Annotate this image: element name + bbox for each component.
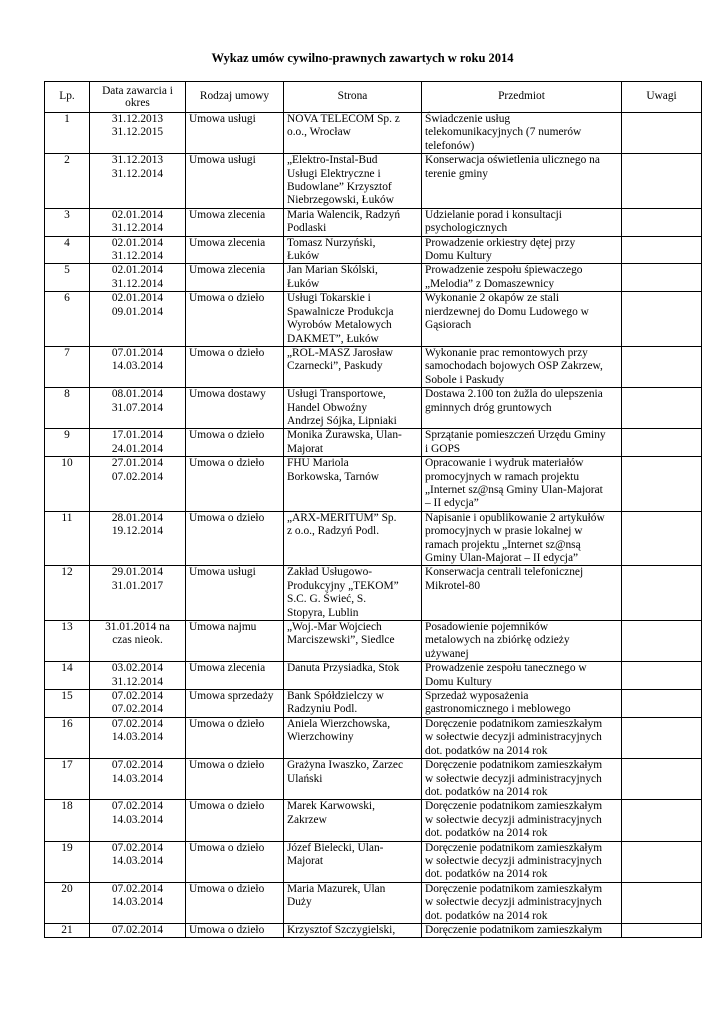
cell-subject <box>422 236 622 264</box>
cell-line: w sołectwie decyzji administracyjnych <box>425 731 602 744</box>
cell-line: 31.01.2017 <box>111 579 164 592</box>
cell-type: Umowa zlecenia <box>186 236 284 264</box>
cell-party <box>284 882 422 923</box>
cell-remarks <box>622 113 702 154</box>
cell-type: Umowa o dzieło <box>186 346 284 387</box>
cell-date <box>90 566 186 621</box>
cell-line: z o.o., Radzyń Podl. <box>287 525 380 538</box>
cell-line: Andrzej Sójka, Lipniaki <box>287 414 397 427</box>
cell-date <box>90 841 186 882</box>
cell-party <box>284 457 422 512</box>
cell-party <box>284 759 422 800</box>
table-body <box>45 113 702 938</box>
cell-remarks <box>622 759 702 800</box>
cell-line: Doręczenie podatnikom zamieszkałym <box>425 923 603 936</box>
cell-line: dot. podatków na 2014 rok <box>425 744 548 757</box>
cell-line: Krzysztof Szczygielski, <box>287 923 396 936</box>
cell-line: Wierzchowiny <box>287 731 354 744</box>
cell-line: Majorat <box>287 854 324 867</box>
cell-date <box>90 236 186 264</box>
cell-lp: 15 <box>45 690 90 718</box>
cell-line: Usługi Transportowe, <box>287 388 386 401</box>
cell-line: Maria Mazurek, Ulan <box>287 882 386 895</box>
cell-party <box>284 923 422 937</box>
cell-line: Produkcyjny „TEKOM” <box>287 579 399 592</box>
cell-date <box>90 882 186 923</box>
cell-lp: 12 <box>45 566 90 621</box>
table-row <box>45 759 702 800</box>
cell-line: 08.01.2014 <box>111 388 164 401</box>
cell-date <box>90 759 186 800</box>
page-title: Wykaz umów cywilno-prawnych zawartych w roku 2014 <box>211 51 514 65</box>
cell-remarks <box>622 662 702 690</box>
cell-line: 14.03.2014 <box>111 772 164 785</box>
cell-line: Domu Kultury <box>425 250 492 263</box>
cell-line: Wykonanie prac remontowych przy <box>425 346 588 359</box>
cell-remarks <box>622 346 702 387</box>
cell-subject <box>422 457 622 512</box>
cell-line: Opracowanie i wydruk materiałów <box>425 457 584 470</box>
cell-line: Usługi Tokarskie i <box>287 292 371 305</box>
cell-line: dot. podatków na 2014 rok <box>425 868 548 881</box>
cell-party <box>284 566 422 621</box>
table-row <box>45 236 702 264</box>
cell-lp: 10 <box>45 457 90 512</box>
cell-line: 07.02.2014 <box>111 841 164 854</box>
cell-type: Umowa o dzieło <box>186 292 284 347</box>
cell-line: Świadczenie usług <box>425 113 511 125</box>
cell-party <box>284 841 422 882</box>
cell-subject <box>422 841 622 882</box>
cell-line: Prowadzenie zespołu tanecznego w <box>425 662 587 675</box>
cell-line: Udzielanie porad i konsultacji <box>425 208 562 221</box>
cell-date <box>90 717 186 758</box>
cell-line: telekomunikacyjnych (7 numerów <box>425 126 582 139</box>
cell-line: Posadowienie pojemników <box>425 621 549 634</box>
cell-party <box>284 800 422 841</box>
cell-line: Napisanie i opublikowanie 2 artykułów <box>425 511 605 524</box>
table-row <box>45 882 702 923</box>
cell-lp: 4 <box>45 236 90 264</box>
cell-type: Umowa najmu <box>186 621 284 662</box>
cell-subject <box>422 154 622 209</box>
cell-line: S.C. G. Świeć, S. <box>287 593 367 606</box>
cell-subject <box>422 113 622 154</box>
cell-subject <box>422 566 622 621</box>
cell-party <box>284 511 422 566</box>
cell-line: Dostawa 2.100 ton żužla do ulepszenia <box>425 388 603 401</box>
cell-line: 07.01.2014 <box>111 346 164 359</box>
cell-line: o.o., Wrocław <box>287 126 351 139</box>
cell-line: Ulański <box>287 772 323 785</box>
table-row <box>45 388 702 429</box>
cell-subject <box>422 882 622 923</box>
cell-line: 02.01.2014 <box>111 264 164 277</box>
cell-party <box>284 690 422 718</box>
cell-lp: 9 <box>45 429 90 457</box>
cell-line: w sołectwie decyzji administracyjnych <box>425 896 602 909</box>
cell-line: ramach projektu „Internet sz@nsą <box>425 538 581 551</box>
cell-lp: 1 <box>45 113 90 154</box>
cell-line: „Woj.-Mar Wojciech <box>287 621 382 634</box>
cell-line: Marciszewski”, Siedlce <box>287 634 395 647</box>
cell-subject <box>422 621 622 662</box>
cell-date <box>90 208 186 236</box>
cell-date <box>90 800 186 841</box>
cell-lp: 16 <box>45 717 90 758</box>
cell-date <box>90 388 186 429</box>
cell-subject <box>422 292 622 347</box>
cell-line: 14.03.2014 <box>111 813 164 826</box>
cell-remarks <box>622 154 702 209</box>
cell-line: Józef Bielecki, Ulan- <box>287 841 384 854</box>
cell-line: Konserwacja centrali telefonicznej <box>425 566 584 579</box>
cell-type: Umowa usługi <box>186 154 284 209</box>
cell-line: 31.12.2014 <box>111 675 164 688</box>
cell-line: 07.02.2014 <box>111 690 164 703</box>
cell-line: Spawalnicze Produkcja <box>287 305 394 318</box>
cell-remarks <box>622 388 702 429</box>
cell-line: Niebrzegowski, Łuków <box>287 194 394 207</box>
table-row <box>45 690 702 718</box>
cell-line: 14.03.2014 <box>111 360 164 373</box>
cell-party <box>284 236 422 264</box>
cell-subject <box>422 208 622 236</box>
cell-line: Danuta Przysiadka, Stok <box>287 662 400 675</box>
cell-date <box>90 346 186 387</box>
cell-line: Duży <box>287 896 312 909</box>
cell-type: Umowa o dzieło <box>186 882 284 923</box>
cell-line: Stopyra, Lublin <box>287 606 359 619</box>
cell-subject <box>422 511 622 566</box>
cell-line: terenie gminy <box>425 167 488 180</box>
cell-line: Łuków <box>287 250 320 263</box>
cell-date <box>90 511 186 566</box>
cell-line: 14.03.2014 <box>111 731 164 744</box>
cell-type: Umowa o dzieło <box>186 841 284 882</box>
cell-party <box>284 113 422 154</box>
cell-date <box>90 154 186 209</box>
cell-line: Łuków <box>287 277 320 290</box>
cell-line: 07.02.2014 <box>111 470 164 483</box>
cell-remarks <box>622 511 702 566</box>
cell-remarks <box>622 429 702 457</box>
cell-party <box>284 388 422 429</box>
header-subject: Przedmiot <box>422 82 622 113</box>
contracts-table <box>44 81 702 938</box>
cell-type: Umowa o dzieło <box>186 800 284 841</box>
cell-party <box>284 346 422 387</box>
cell-line: Zakrzew <box>287 813 327 826</box>
cell-date <box>90 923 186 937</box>
cell-line: Aniela Wierzchowska, <box>287 717 391 730</box>
cell-line: 14.03.2014 <box>111 854 164 867</box>
header-date: Data zawarcia i okres <box>90 82 186 113</box>
cell-line: używanej <box>425 647 469 660</box>
cell-line: i GOPS <box>425 442 461 455</box>
cell-line: Zakład Usługowo- <box>287 566 373 579</box>
cell-lp: 21 <box>45 923 90 937</box>
cell-line: Doręczenie podatnikom zamieszkałym <box>425 800 603 813</box>
cell-line: Doręczenie podatnikom zamieszkałym <box>425 759 603 772</box>
cell-remarks <box>622 621 702 662</box>
cell-line: 07.02.2014 <box>111 759 164 772</box>
cell-line: samochodach bojowych OSP Zakrzew, <box>425 360 603 373</box>
cell-party <box>284 662 422 690</box>
cell-party <box>284 264 422 292</box>
cell-line: gminnych dróg gruntowych <box>425 401 552 414</box>
cell-type: Umowa o dzieło <box>186 923 284 937</box>
cell-line: Majorat <box>287 442 324 455</box>
cell-line: 31.12.2014 <box>111 167 164 180</box>
table-row <box>45 621 702 662</box>
table-row <box>45 923 702 937</box>
cell-lp: 7 <box>45 346 90 387</box>
cell-subject <box>422 346 622 387</box>
cell-line: „Internet sz@nsą Gminy Ulan-Majorat <box>425 483 603 496</box>
cell-line: Doręczenie podatnikom zamieszkałym <box>425 841 603 854</box>
cell-line: „ARX-MERITUM” Sp. <box>287 511 397 524</box>
cell-line: 28.01.2014 <box>111 511 164 524</box>
cell-line: Doręczenie podatnikom zamieszkałym <box>425 882 603 895</box>
cell-line: 31.12.2014 <box>111 222 164 235</box>
cell-line: FHU Mariola <box>287 457 349 470</box>
cell-type: Umowa o dzieło <box>186 457 284 512</box>
cell-date <box>90 292 186 347</box>
cell-line: DAKMET”, Łuków <box>287 332 379 345</box>
cell-lp: 19 <box>45 841 90 882</box>
cell-subject <box>422 923 622 937</box>
cell-date <box>90 113 186 154</box>
cell-line: Doręczenie podatnikom zamieszkałym <box>425 717 603 730</box>
cell-date <box>90 621 186 662</box>
cell-lp: 17 <box>45 759 90 800</box>
cell-line: Marek Karwowski, <box>287 800 375 813</box>
cell-line: 17.01.2014 <box>111 429 164 442</box>
cell-remarks <box>622 717 702 758</box>
cell-line: 29.01.2014 <box>111 566 164 579</box>
cell-line: Prowadzenie zespołu śpiewaczego <box>425 264 583 277</box>
cell-line: Monika Żurawska, Ulan- <box>287 429 402 442</box>
cell-line: 09.01.2014 <box>111 305 164 318</box>
cell-line: nierdzewnej do Domu Ludowego w <box>425 305 589 318</box>
cell-line: Prowadzenie orkiestry dętej przy <box>425 236 576 249</box>
cell-date <box>90 690 186 718</box>
cell-line: 02.01.2014 <box>111 292 164 305</box>
header-type: Rodzaj umowy <box>186 82 284 113</box>
cell-line: Grażyna Iwaszko, Zarzec <box>287 759 404 772</box>
cell-remarks <box>622 264 702 292</box>
cell-date <box>90 429 186 457</box>
cell-line: Domu Kultury <box>425 675 492 688</box>
cell-line: 03.02.2014 <box>111 662 164 675</box>
cell-type: Umowa o dzieło <box>186 759 284 800</box>
cell-line: metalowych na zbiórkę odzieży <box>425 634 570 647</box>
cell-party <box>284 621 422 662</box>
cell-lp: 18 <box>45 800 90 841</box>
cell-line: 31.12.2015 <box>111 126 164 139</box>
cell-date <box>90 457 186 512</box>
cell-remarks <box>622 841 702 882</box>
table-row <box>45 717 702 758</box>
cell-line: 31.12.2013 <box>111 154 164 167</box>
cell-lp: 3 <box>45 208 90 236</box>
cell-line: Podlaski <box>287 222 327 235</box>
table-row <box>45 662 702 690</box>
cell-type: Umowa o dzieło <box>186 511 284 566</box>
cell-lp: 8 <box>45 388 90 429</box>
cell-line: 07.02.2014 <box>111 882 164 895</box>
cell-party <box>284 208 422 236</box>
cell-line: Czarnecki”, Paskudy <box>287 360 383 373</box>
cell-line: Mikrotel-80 <box>425 579 481 592</box>
cell-subject <box>422 264 622 292</box>
cell-type: Umowa usługi <box>186 566 284 621</box>
cell-line: Usługi Elektryczne i <box>287 167 381 180</box>
cell-line: dot. podatków na 2014 rok <box>425 827 548 840</box>
cell-subject <box>422 429 622 457</box>
cell-subject <box>422 800 622 841</box>
table-row <box>45 429 702 457</box>
cell-line: Wyrobów Metalowych <box>287 319 392 332</box>
cell-lp: 14 <box>45 662 90 690</box>
cell-remarks <box>622 457 702 512</box>
table-row <box>45 800 702 841</box>
cell-line: Gminy Ulan-Majorat – II edycja” <box>425 552 579 564</box>
cell-subject <box>422 388 622 429</box>
cell-party <box>284 717 422 758</box>
cell-line: 31.01.2014 na <box>105 621 170 634</box>
cell-line: 31.07.2014 <box>111 401 164 414</box>
table-row <box>45 457 702 512</box>
cell-line: 31.12.2014 <box>111 250 164 263</box>
cell-line: 19.12.2014 <box>111 525 164 538</box>
cell-type: Umowa o dzieło <box>186 429 284 457</box>
cell-line: w sołectwie decyzji administracyjnych <box>425 772 602 785</box>
cell-line: promocyjnych w prasie lokalnej w <box>425 525 583 538</box>
cell-line: 14.03.2014 <box>111 896 164 909</box>
cell-date <box>90 264 186 292</box>
cell-line: Handel Obwoźny <box>287 401 368 414</box>
cell-line: 07.02.2014 <box>111 923 164 936</box>
cell-subject <box>422 690 622 718</box>
cell-type: Umowa zlecenia <box>186 264 284 292</box>
cell-subject <box>422 759 622 800</box>
table-row <box>45 566 702 621</box>
cell-remarks <box>622 236 702 264</box>
cell-line: Tomasz Nurzyński, <box>287 236 376 249</box>
cell-type: Umowa dostawy <box>186 388 284 429</box>
cell-lp: 20 <box>45 882 90 923</box>
cell-line: czas nieok. <box>112 634 163 647</box>
cell-remarks <box>622 923 702 937</box>
table-row <box>45 511 702 566</box>
cell-party <box>284 292 422 347</box>
cell-line: 07.02.2014 <box>111 703 164 716</box>
cell-lp: 2 <box>45 154 90 209</box>
cell-line: gastronomicznego i meblowego <box>425 703 571 716</box>
cell-line: Sprzątanie pomieszczeń Urzędu Gminy <box>425 429 606 442</box>
cell-subject <box>422 662 622 690</box>
table-row <box>45 264 702 292</box>
cell-line: 02.01.2014 <box>111 236 164 249</box>
cell-line: Budowlane” Krzysztof <box>287 181 392 194</box>
cell-line: 24.01.2014 <box>111 442 164 455</box>
cell-remarks <box>622 882 702 923</box>
cell-line: Wykonanie 2 okapów ze stali <box>425 292 560 305</box>
cell-line: promocyjnych w ramach projektu <box>425 470 580 483</box>
cell-line: Sprzedaż wyposażenia <box>425 690 529 703</box>
cell-line: Bank Spółdzielczy w <box>287 690 384 703</box>
cell-date <box>90 662 186 690</box>
cell-party <box>284 429 422 457</box>
cell-line: w sołectwie decyzji administracyjnych <box>425 813 602 826</box>
cell-line: – II edycja” <box>425 497 479 510</box>
table-header-row <box>45 82 702 113</box>
cell-remarks <box>622 690 702 718</box>
cell-lp: 6 <box>45 292 90 347</box>
cell-line: „Melodia” z Domaszewnicy <box>425 277 555 290</box>
header-remarks: Uwagi <box>622 82 702 113</box>
cell-type: Umowa zlecenia <box>186 208 284 236</box>
cell-line: Maria Walencik, Radzyń <box>287 208 401 221</box>
cell-line: telefonów) <box>425 139 475 152</box>
cell-line: psychologicznych <box>425 222 508 235</box>
cell-line: 07.02.2014 <box>111 717 164 730</box>
cell-lp: 5 <box>45 264 90 292</box>
cell-line: w sołectwie decyzji administracyjnych <box>425 854 602 867</box>
cell-line: „ROL-MASZ Jarosław <box>287 346 393 359</box>
cell-lp: 13 <box>45 621 90 662</box>
table-row <box>45 841 702 882</box>
cell-remarks <box>622 208 702 236</box>
header-lp: Lp. <box>45 82 90 113</box>
table-row <box>45 113 702 154</box>
cell-line: 31.12.2013 <box>111 113 164 125</box>
cell-line: NOVA TELECOM Sp. z <box>287 113 400 125</box>
cell-party <box>284 154 422 209</box>
table-row <box>45 346 702 387</box>
table-row <box>45 292 702 347</box>
cell-line: Gąsiorach <box>425 319 472 332</box>
table-row <box>45 208 702 236</box>
table-row <box>45 154 702 209</box>
cell-line: dot. podatków na 2014 rok <box>425 785 548 798</box>
cell-type: Umowa zlecenia <box>186 662 284 690</box>
cell-type: Umowa o dzieło <box>186 717 284 758</box>
cell-line: 02.01.2014 <box>111 208 164 221</box>
cell-line: Jan Marian Skólski, <box>287 264 378 277</box>
cell-line: Radzyniu Podl. <box>287 703 358 716</box>
cell-line: Sobole i Paskudy <box>425 373 505 386</box>
cell-line: dot. podatków na 2014 rok <box>425 909 548 922</box>
cell-line: „Elektro-Instal-Bud <box>287 154 378 167</box>
cell-type: Umowa usługi <box>186 113 284 154</box>
cell-line: Borkowska, Tarnów <box>287 470 380 483</box>
cell-type: Umowa sprzedaży <box>186 690 284 718</box>
cell-line: Konserwacja oświetlenia ulicznego na <box>425 154 600 167</box>
cell-remarks <box>622 292 702 347</box>
cell-line: 31.12.2014 <box>111 277 164 290</box>
cell-remarks <box>622 566 702 621</box>
cell-subject <box>422 717 622 758</box>
cell-lp: 11 <box>45 511 90 566</box>
cell-remarks <box>622 800 702 841</box>
cell-line: 27.01.2014 <box>111 457 164 470</box>
cell-line: 07.02.2014 <box>111 800 164 813</box>
header-party: Strona <box>284 82 422 113</box>
